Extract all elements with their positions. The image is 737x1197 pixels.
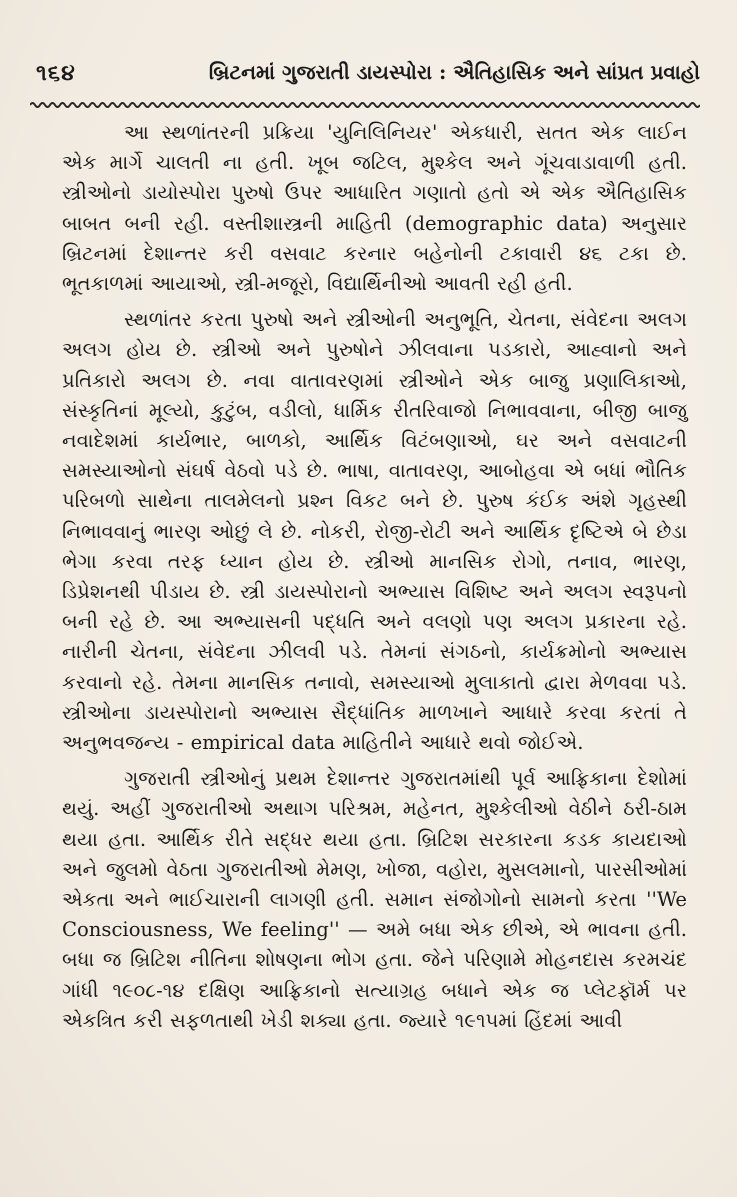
paragraph-3: ગુજરાતી સ્ત્રીઓનું પ્રથમ દેશાન્તર ગુજરાતમાંથી પૂર્વ આફ્રિકાના દેશોમાં થયું. અહીં ગુજરાતીઓ અથાગ પરિશ્રમ, મહેનત, મુશ્કેલીઓ વેઠીને ઠરી-ઠામ થયા હતા. આર્થિક રીતે સદ્ધર થયા હતા. બ્રિટિશ સરકારના કડક કાયદાઓ અને જુલમો વેઠતા ગુજરાતીઓ મેમણ, ખોજા, વહોરા, મુસલમાનો, પારસીઓમાં એકતા અને ભાઈચારાની લાગણી હતી. સમાન સંજોગોનો સામનો કરતા ''We Consciousness, We feeling'' — અમે બધા એક છીએ, એ ભાવના હતી. બધા જ બ્રિટિશ નીતિના શોષણના ભોગ હતા. જેને પરિણામે મોહનદાસ કરમચંદ ગાંધી ૧૯૦૮-૧૪ દક્ષિણ આફ્રિકાનો સત્યાગ્રહ બધાને એક જ પ્લેટફૉર્મ પર એકત્રિત કરી સફળતાથી ખેડી શક્યા હતા. જ્યારે ૧૯૧૫માં હિંદમાં આવી (62, 767, 687, 1032)
page-header (30, 58, 700, 98)
running-title: બ્રિટનમાં ગુજરાતી ડાયસ્પોરા : ઐતિહાસિક અને સાંપ્રત પ્રવાહો (208, 60, 700, 84)
paragraph-1: આ સ્થળાંતરની પ્રક્રિયા 'યુનિલિનિયર' એકધારી, સતત એક લાઈન એક માર્ગે ચાલતી ના હતી. ખૂબ જટિલ, મુશ્કેલ અને ગૂંચવાડાવાળી હતી. સ્ત્રીઓનો ડાયોસ્પોરા પુરુષો ઉપર આધારિત ગણાતો હતો એ એક ઐતિહાસિક બાબત બની રહી. વસ્તીશાસ્ત્રની માહિતી (demographic data) અનુસાર બ્રિટનમાં દેશાન્તર કરી વસવાટ કરનાર બહેનોની ટકાવારી ૪૬ ટકા છે. ભૂતકાળમાં આયાઓ, સ્ત્રી-મજૂરો, વિદ્યાર્થિનીઓ આવતી રહી હતી. (62, 121, 687, 296)
header-wavy-rule (30, 101, 700, 109)
page-number: ૧૬૪ (36, 60, 76, 86)
body-text (62, 118, 687, 1042)
paragraph-2: સ્થળાંતર કરતા પુરુષો અને સ્ત્રીઓની અનુભૂતિ, ચેતના, સંવેદના અલગ અલગ હોય છે. સ્ત્રીઓ અને પુરુષોને ઝીલવાના પડકારો, આહ્વાનો અને પ્રતિકારો અલગ છે. નવા વાતાવરણમાં સ્ત્રીઓને એક બાજુ પ્રણાલિકાઓ, સંસ્કૃતિનાં મૂલ્યો, કુટુંબ, વડીલો, ધાર્મિક રીતરિવાજો નિભાવવાના, બીજી બાજુ નવાદેશમાં કાર્યભાર, બાળકો, આર્થિક વિટંબણાઓ, ઘર અને વસવાટની સમસ્યાઓનો સંઘર્ષ વેઠવો પડે છે. ભાષા, વાતાવરણ, આબોહવા એ બધાં ભૌતિક પરિબળો સાથેના તાલમેલનો પ્રશ્ન વિકટ બને છે. પુરુષ કંઈક અંશે ગૃહસ્થી નિભાવવાનું ભારણ ઓછું લે છે. નોકરી, રોજી-રોટી અને આર્થિક દૃષ્ટિએ બે છેડા ભેગા કરવા તરફ ધ્યાન હોય છે. સ્ત્રીઓ માનસિક રોગો, તનાવ, ભારણ, ડિપ્રેશનથી પીડાય છે. સ્ત્રી ડાયસ્પોરાનો અભ્યાસ વિશિષ્ટ અને અલગ સ્વરૂપનો બની રહે છે. આ અભ્યાસની પદ્ધતિ અને વલણો પણ અલગ પ્રકારના રહે. નારીની ચેતના, સંવેદના ઝીલવી પડે. તેમનાં સંગઠનો, કાર્યક્રમોનો અભ્યાસ કરવાનો રહે. તેમના માનસિક તનાવો, સમસ્યાઓ મુલાકાતો દ્વારા મેળવવા પડે. સ્ત્રીઓના ડાયસ્પોરાનો અભ્યાસ સૈદ્ધાંતિક માળખાને આધારે કરવા કરતાં તે અનુભવજન્ય - empirical data માહિતીને આધારે થવો જોઈએ. (62, 308, 687, 755)
